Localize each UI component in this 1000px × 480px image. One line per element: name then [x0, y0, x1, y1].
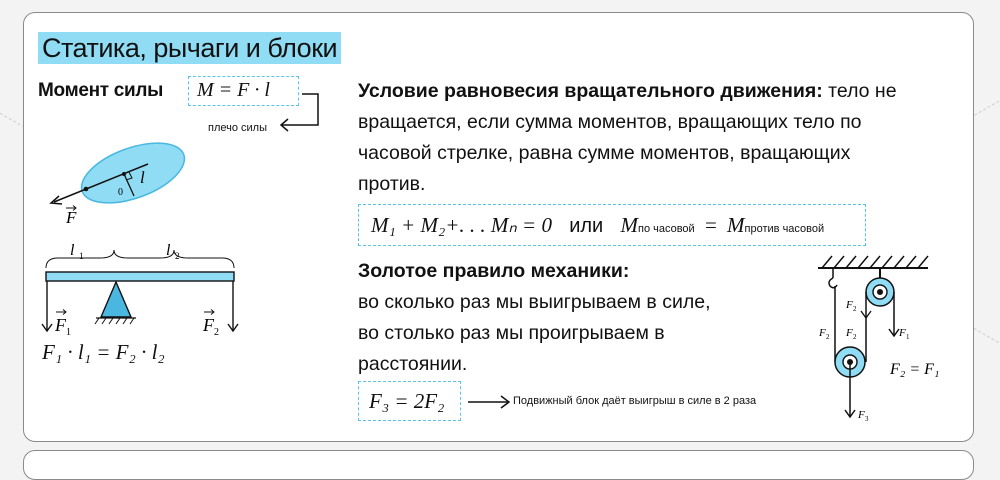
golden-line-3: расстоянии. [358, 353, 468, 375]
l1-label: l [70, 242, 75, 259]
lever-diagram [36, 240, 256, 340]
rotation-formula-box [358, 204, 866, 246]
force-label: F [66, 208, 77, 227]
lever-formula: F₁ · l₁ = F₂ · l₂ [42, 340, 165, 364]
rotation-paragraph [358, 76, 958, 200]
pulley-f2-top-sub: 2 [853, 305, 857, 313]
pulley-f2-left: F [819, 327, 826, 339]
rotation-line-4: против. [358, 173, 426, 195]
arm-arrow [270, 90, 330, 140]
f2-label: F [203, 315, 214, 335]
note-arrow [466, 392, 512, 412]
pulley-f2-left-sub: 2 [826, 333, 830, 341]
f2-sub: 2 [214, 327, 219, 338]
rotation-formula-left: M₁ + M₂+. . . Mₙ = 0 [371, 213, 552, 237]
rotation-line-2: вращается, если сумма моментов, вращающих тело по [358, 111, 862, 133]
l2-label: l [166, 242, 171, 259]
rotation-heading: Условие равновесия вращательного движения: [358, 80, 823, 102]
golden-line-2: во столько раз мы проигрываем в [358, 322, 665, 344]
pulley-f2-mid-sub: 2 [853, 333, 857, 341]
pulley-f3-sub: 3 [865, 415, 869, 423]
f1-label: F [55, 315, 66, 335]
m-ccw-sub: против часовой [744, 223, 825, 235]
golden-paragraph [358, 256, 788, 380]
moment-formula: M = F · l [188, 76, 299, 106]
pivot-label: 0 [118, 187, 123, 198]
pulley-f1-sub: 1 [906, 333, 910, 341]
pulley-f1: F [899, 327, 906, 339]
pulley-f2-top: F [846, 299, 853, 311]
moment-diagram [40, 138, 190, 233]
m-cw-sub: по часовой [637, 223, 695, 235]
rotation-line-3: часовой стрелке, равна сумме моментов, вращающих [358, 142, 851, 164]
l2-sub: 2 [175, 251, 180, 261]
pulley-equation: F₂ = F₁ [890, 361, 940, 378]
moment-label: Момент силы [38, 80, 164, 101]
or-word: или [569, 215, 604, 237]
equals-sign: = [704, 213, 717, 237]
m-cw: M [620, 213, 638, 237]
pulley-diagram [810, 250, 960, 435]
page-title: Статика, рычаги и блоки [38, 32, 341, 64]
l1-sub: 1 [79, 251, 84, 261]
arm-caption: плечо силы [208, 122, 268, 134]
pulley-f2-mid: F [846, 327, 853, 339]
golden-formula: F₃ = 2F₂ [358, 381, 461, 421]
pulley-f3: F [858, 409, 865, 421]
f1-sub: 1 [66, 327, 71, 338]
m-ccw: M [727, 213, 745, 237]
golden-heading: Золотое правило механики: [358, 260, 630, 282]
golden-line-1: во сколько раз мы выигрываем в силе, [358, 291, 711, 313]
rotation-text-1: тело не [822, 80, 897, 102]
golden-note: Подвижный блок даёт выигрыш в силе в 2 раза [513, 395, 757, 407]
arm-label: l [140, 168, 145, 187]
